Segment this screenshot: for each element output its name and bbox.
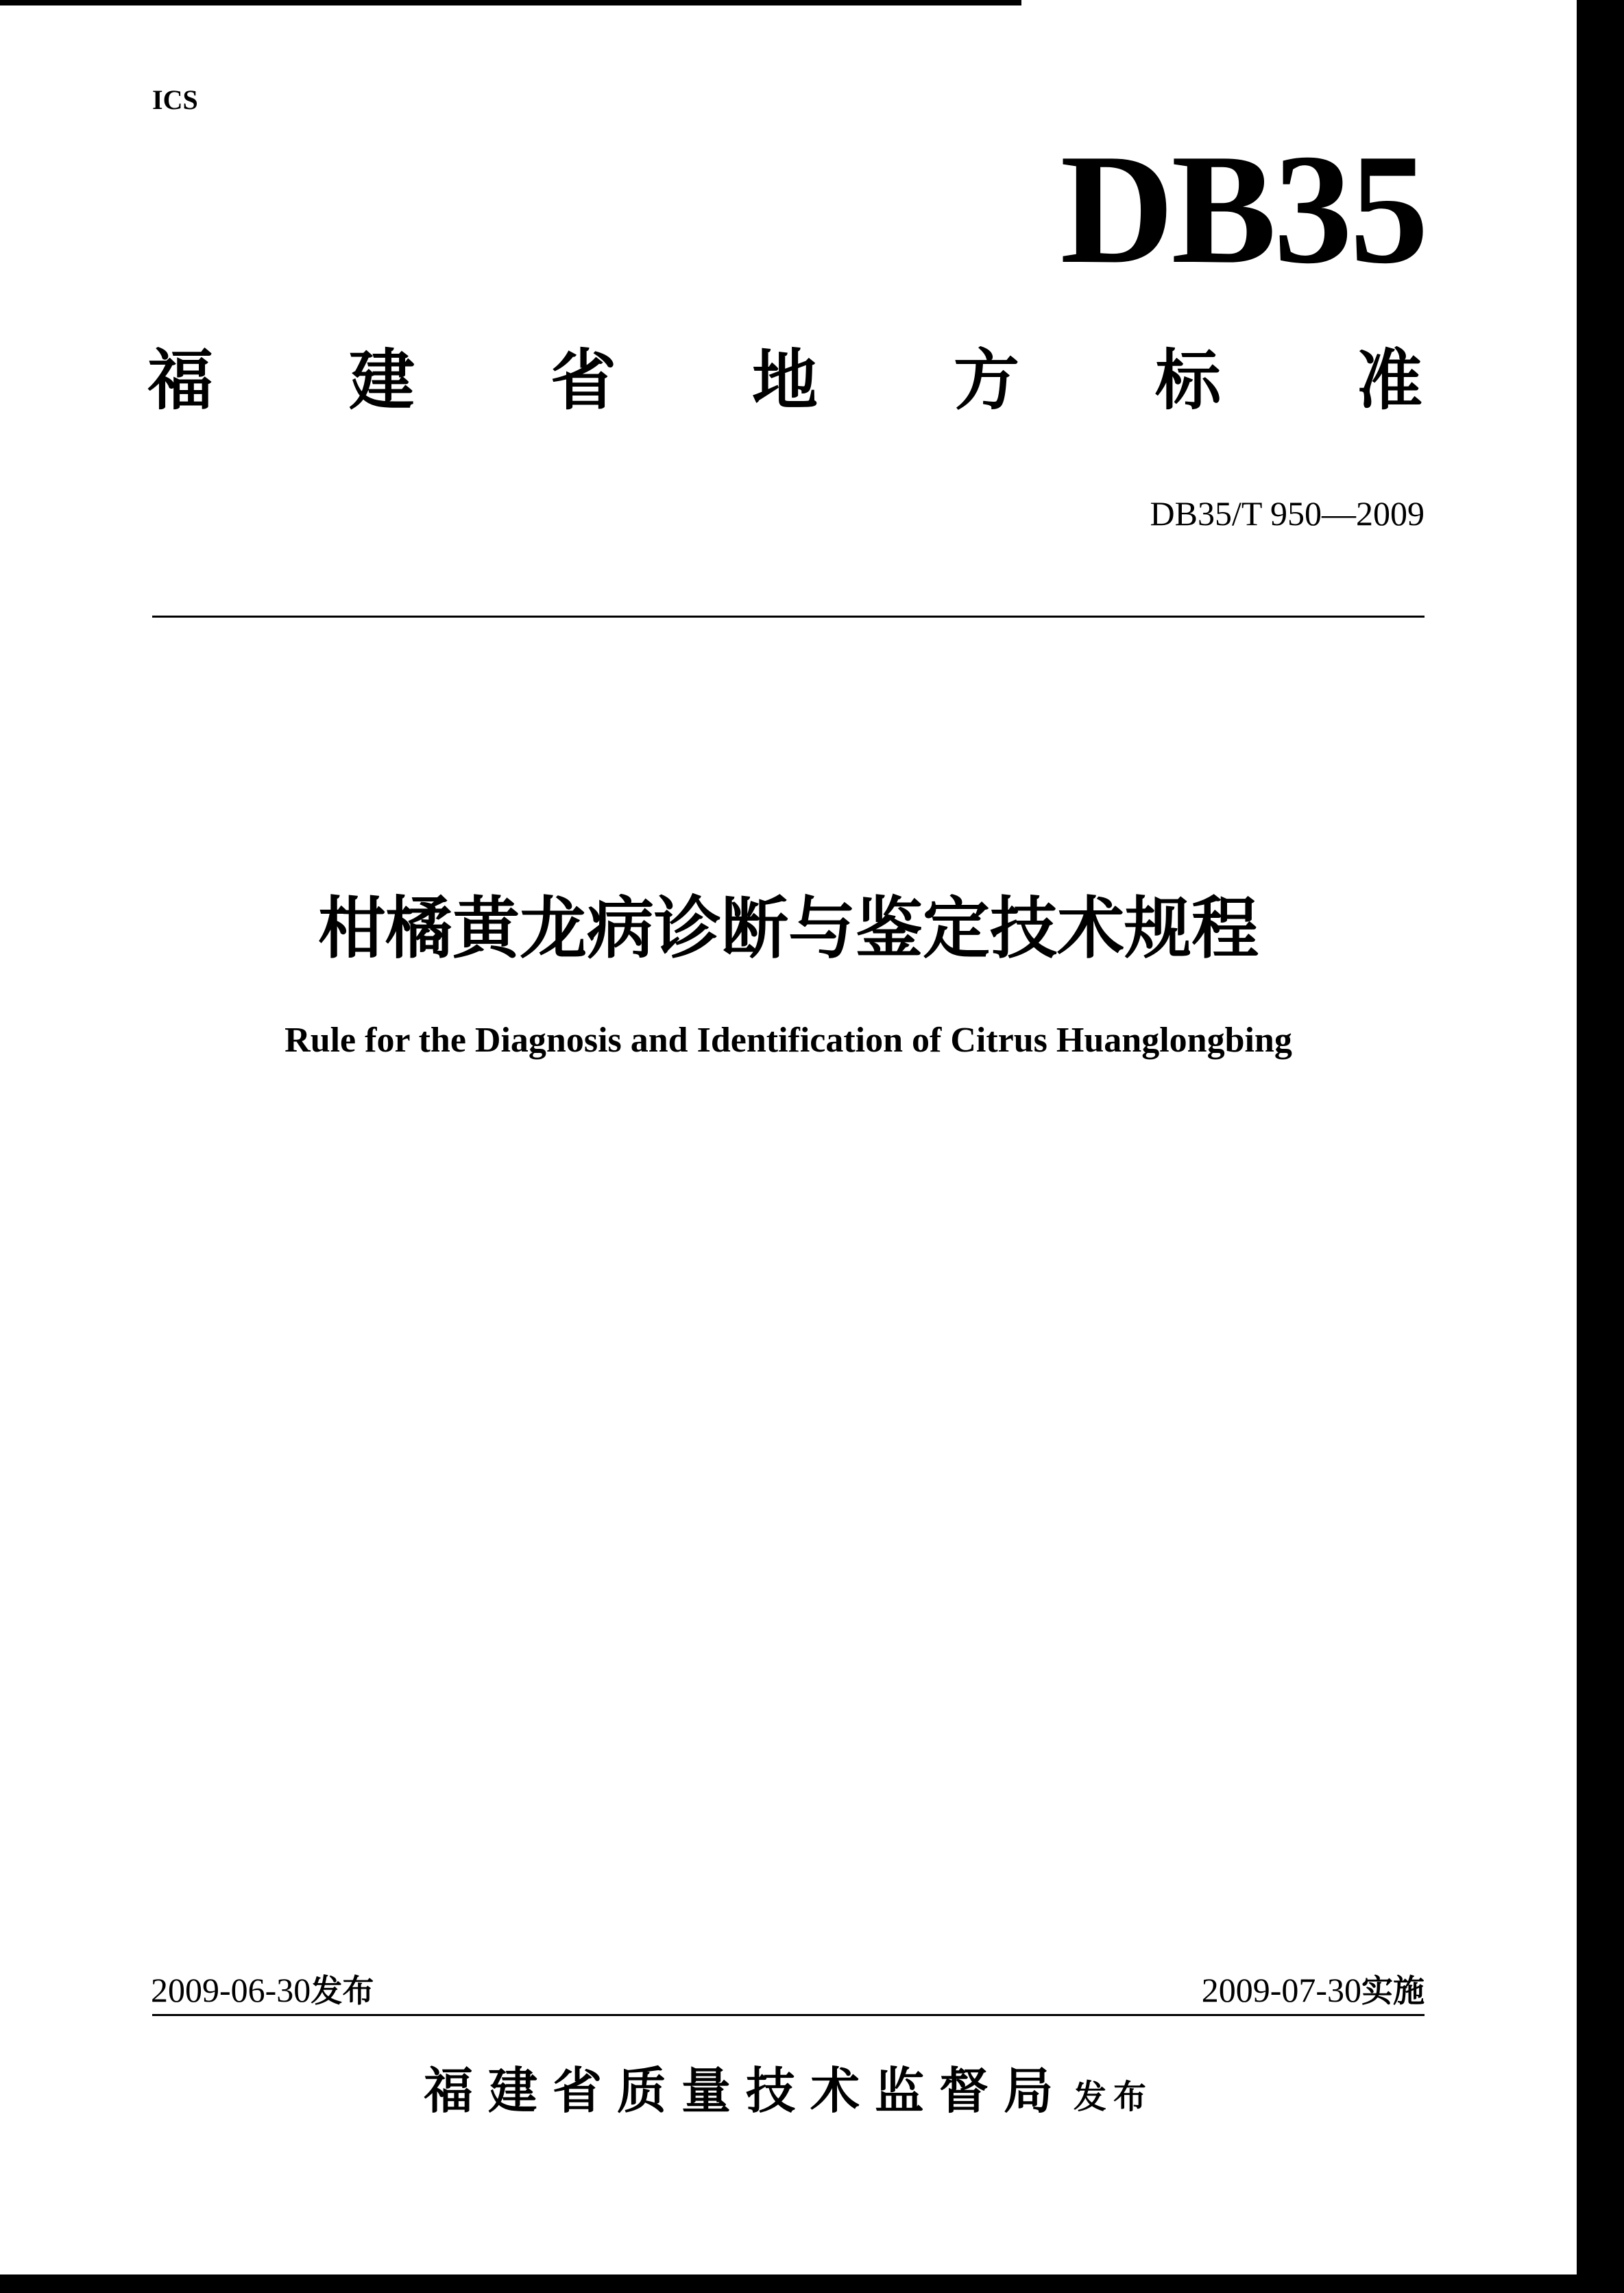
header-divider bbox=[152, 616, 1425, 618]
scan-border-right bbox=[1577, 0, 1624, 2293]
standard-type-char: 方 bbox=[954, 342, 1019, 419]
issuer-line bbox=[0, 2057, 1577, 2131]
issuer-suffix: 发布 bbox=[1074, 2078, 1154, 2116]
standard-type-char: 标 bbox=[1155, 342, 1221, 419]
effective-date-line bbox=[1028, 1966, 1425, 2011]
standard-type-char: 福 bbox=[147, 342, 213, 419]
title-chinese: 柑橘黄龙病诊断与鉴定技术规程 bbox=[317, 890, 1259, 968]
footer-divider bbox=[152, 2014, 1425, 2016]
published-label: 发布 bbox=[311, 1972, 374, 2009]
published-date: 2009-06-30 bbox=[151, 1971, 311, 2009]
standard-code: DB35/T 950—2009 bbox=[1150, 494, 1425, 533]
scan-border-top bbox=[0, 0, 1021, 5]
db-logo: DB35 bbox=[1060, 121, 1426, 296]
standard-type-char: 准 bbox=[1357, 342, 1422, 419]
effective-date: 2009-07-30 bbox=[1201, 1971, 1361, 2009]
standard-type-char: 省 bbox=[550, 342, 616, 419]
published-date-line bbox=[151, 1966, 374, 2011]
title-english: Rule for the Diagnosis and Identification of Citrus Huanglongbing bbox=[284, 1021, 1292, 1060]
ics-label: ICS bbox=[152, 84, 198, 115]
scan-border-bottom bbox=[0, 2274, 1624, 2293]
standard-type-char: 建 bbox=[349, 342, 415, 419]
issuer-name: 福建省质量技术监督局 bbox=[423, 2062, 1068, 2120]
standard-type-heading bbox=[147, 343, 1422, 418]
effective-label: 实施 bbox=[1361, 1972, 1425, 2009]
standard-type-char: 地 bbox=[752, 342, 818, 419]
